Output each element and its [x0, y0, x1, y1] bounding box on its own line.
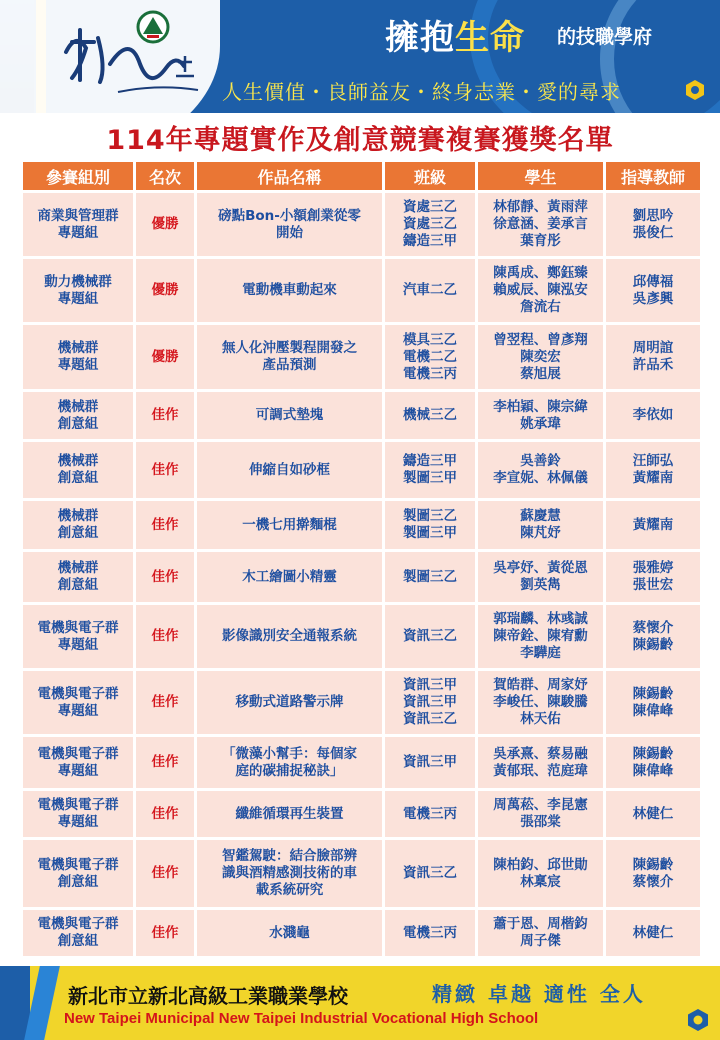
- cell-work: [197, 791, 382, 837]
- cell-rank: 佳作: [136, 840, 194, 907]
- cell-group-line: 專題組: [57, 814, 99, 830]
- cell-group-line: 專題組: [57, 702, 99, 719]
- cell-students-line: 周萬菘、李昆憲: [493, 797, 588, 813]
- cell-class-line: 電機三丙: [403, 805, 457, 822]
- cell-class-line: 機械三乙: [403, 407, 457, 423]
- cell-students: [478, 791, 603, 837]
- cell-students-line: 陳芃妤: [520, 525, 561, 541]
- cell-teachers-line: 張俊仁: [632, 224, 674, 241]
- cell-teachers: [606, 442, 700, 498]
- table-row: [23, 325, 700, 389]
- cell-teachers-line: 汪師弘: [632, 453, 674, 469]
- table-row: [23, 791, 700, 837]
- cell-work-line: 產品預測: [262, 357, 317, 373]
- column-header-rank: 名次: [136, 162, 194, 190]
- cell-students-line: 蔡旭展: [520, 365, 561, 382]
- cell-class: [385, 193, 475, 256]
- cell-teachers-line: 林健仁: [632, 924, 674, 941]
- cell-group-line: 電機與電子群: [37, 745, 119, 762]
- cell-students-line: 李宣妮、林佩儀: [493, 470, 588, 486]
- cell-work: [197, 552, 382, 602]
- cell-class: [385, 442, 475, 498]
- cell-rank: 佳作: [136, 671, 194, 734]
- cell-teachers-line: 周明誼: [632, 340, 674, 356]
- cell-class-line: 製圖三甲: [403, 470, 457, 486]
- cell-students-line: 蘇慶慧: [520, 508, 561, 524]
- cell-group-line: 商業與管理群: [37, 207, 119, 224]
- cell-group-line: 創意組: [57, 577, 99, 593]
- cell-students: [478, 605, 603, 668]
- cell-class-line: 資訊三乙: [403, 711, 457, 727]
- cell-rank: 佳作: [136, 392, 194, 439]
- cell-work: [197, 392, 382, 439]
- column-header-work: 作品名稱: [197, 162, 382, 190]
- cell-teachers: [606, 737, 700, 788]
- cell-work-line: 開始: [276, 224, 303, 241]
- cell-work: [197, 193, 382, 256]
- cell-group-line: 電機與電子群: [37, 797, 119, 813]
- cell-students-line: 賀皓群、周家妤: [493, 677, 588, 693]
- cell-students-line: 陳奕宏: [520, 348, 561, 365]
- cell-work-line: 無人化沖壓製程開發之: [222, 340, 357, 356]
- cell-students-line: 吳善鈴: [520, 453, 561, 469]
- cell-students: [478, 671, 603, 734]
- cell-class: [385, 325, 475, 389]
- school-calligraphy-logo: [58, 12, 208, 100]
- cell-class: [385, 910, 475, 956]
- cell-class-line: 資訊三甲: [403, 694, 457, 710]
- cell-group-line: 專題組: [57, 357, 99, 373]
- cell-class: [385, 392, 475, 439]
- cell-class: [385, 840, 475, 907]
- cell-teachers: [606, 910, 700, 956]
- cell-class-line: 模具三乙: [403, 331, 457, 348]
- cell-group: [23, 552, 133, 602]
- cell-students-line: 郭瑞麟、林彧誠: [493, 611, 588, 627]
- table-row: [23, 605, 700, 668]
- cell-work-line: 電動機車動起來: [242, 282, 337, 298]
- cell-group-line: 動力機械群: [44, 273, 112, 290]
- page-header: [0, 0, 720, 113]
- cell-group: [23, 910, 133, 956]
- cell-group-line: 創意組: [57, 873, 99, 890]
- cell-teachers-line: 林健仁: [632, 805, 674, 822]
- cell-teachers-line: 陳錫齡: [632, 685, 674, 702]
- cell-teachers: [606, 501, 700, 549]
- cell-group-line: 創意組: [57, 470, 99, 486]
- cell-students-line: 周子傑: [520, 933, 561, 949]
- cell-students-line: 陳禹成、鄭鈺臻: [493, 265, 588, 281]
- cell-group-line: 專題組: [57, 762, 99, 779]
- cell-group-line: 電機與電子群: [37, 916, 119, 932]
- cell-teachers: [606, 325, 700, 389]
- page-footer: [0, 966, 720, 1040]
- cell-rank: 優勝: [136, 259, 194, 322]
- column-header-class: 班級: [385, 162, 475, 190]
- cell-class-line: 資訊三甲: [403, 677, 457, 693]
- cell-work-line: 識與酒精感測技術的車: [222, 865, 357, 881]
- cell-teachers: [606, 193, 700, 256]
- cell-work: [197, 671, 382, 734]
- cell-students: [478, 259, 603, 322]
- cell-group: [23, 442, 133, 498]
- cell-students-line: 黃郁珉、范庭瑋: [493, 762, 588, 779]
- cell-teachers-line: 黃耀南: [632, 470, 674, 486]
- cell-students-line: 李峻任、陳駿騰: [493, 694, 588, 710]
- cell-group: [23, 737, 133, 788]
- cell-group-line: 創意組: [57, 525, 99, 541]
- hexagon-icon: [684, 79, 706, 101]
- cell-teachers-line: 蔡懷介: [632, 873, 674, 890]
- cell-work: [197, 605, 382, 668]
- hexagon-icon: [686, 1008, 710, 1032]
- cell-group: [23, 193, 133, 256]
- cell-rank: 佳作: [136, 552, 194, 602]
- cell-group-line: 專題組: [57, 290, 99, 307]
- cell-class: [385, 605, 475, 668]
- page-title: 114年專題實作及創意競賽複賽獲獎名單: [106, 125, 614, 156]
- cell-class-line: 資訊三乙: [403, 865, 457, 881]
- cell-rank: 優勝: [136, 193, 194, 256]
- cell-students: [478, 910, 603, 956]
- column-header-students: 學生: [478, 162, 603, 190]
- cell-work-line: 伸縮自如砂框: [249, 461, 330, 478]
- cell-group: [23, 325, 133, 389]
- cell-group-line: 機械群: [57, 453, 99, 469]
- cell-rank: 佳作: [136, 605, 194, 668]
- cell-work-line: 「微藻小幫手：每個家: [222, 745, 357, 762]
- cell-group: [23, 791, 133, 837]
- cell-students: [478, 737, 603, 788]
- cell-teachers-line: 陳錫齡: [632, 856, 674, 873]
- cell-group: [23, 392, 133, 439]
- cell-students-line: 蕭于恩、周楷鈞: [493, 916, 588, 932]
- table-row: [23, 259, 700, 322]
- cell-class-line: 電機三丙: [403, 365, 457, 382]
- footer-school-name: 新北市立新北高級工業職業學校: [68, 984, 348, 1008]
- cell-group-line: 機械群: [57, 508, 99, 524]
- column-header-group: 參賽組別: [23, 162, 133, 190]
- cell-work: [197, 501, 382, 549]
- cell-class-line: 鑄造三甲: [403, 453, 457, 469]
- cell-group: [23, 501, 133, 549]
- cell-students-line: 吳亭妤、黃從恩: [493, 560, 588, 576]
- school-emblem-icon: [136, 10, 170, 44]
- cell-group-line: 電機與電子群: [37, 619, 119, 636]
- cell-group-line: 機械群: [57, 340, 99, 356]
- cell-teachers: [606, 392, 700, 439]
- cell-students-line: 陳帝銓、陳宥勳: [493, 628, 588, 644]
- cell-teachers-line: 蔡懷介: [632, 619, 674, 636]
- cell-group-line: 電機與電子群: [37, 856, 119, 873]
- header-motto: 人生價值・良師益友・終身志業・愛的尋求: [222, 80, 621, 104]
- cell-students: [478, 193, 603, 256]
- cell-students: [478, 501, 603, 549]
- table-row: [23, 671, 700, 734]
- cell-group-line: 機械群: [57, 398, 99, 415]
- table-row: [23, 193, 700, 256]
- cell-work: [197, 910, 382, 956]
- cell-rank: 優勝: [136, 325, 194, 389]
- cell-work-line: 影像識別安全通報系統: [222, 628, 357, 644]
- cell-students: [478, 840, 603, 907]
- cell-work-line: 水濺龜: [269, 924, 310, 941]
- cell-teachers-line: 陳偉峰: [632, 702, 674, 719]
- cell-students: [478, 442, 603, 498]
- cell-rank: 佳作: [136, 442, 194, 498]
- table-row: [23, 392, 700, 439]
- table-row: [23, 501, 700, 549]
- cell-teachers-line: 陳偉峰: [632, 762, 674, 779]
- cell-teachers-line: 李依如: [632, 407, 674, 423]
- cell-teachers-line: 吳彥興: [632, 290, 674, 307]
- table-header-row: [23, 162, 700, 190]
- cell-teachers-line: 張雅婷: [632, 560, 674, 576]
- cell-teachers: [606, 840, 700, 907]
- cell-class-line: 製圖三乙: [403, 508, 457, 524]
- cell-group: [23, 840, 133, 907]
- cell-group-line: 專題組: [57, 636, 99, 653]
- cell-students-line: 陳柏鈞、邱世勛: [493, 856, 588, 873]
- cell-work: [197, 840, 382, 907]
- table-row: [23, 840, 700, 907]
- cell-teachers: [606, 605, 700, 668]
- cell-students-line: 劉英雋: [520, 577, 561, 593]
- cell-class-line: 資處三乙: [403, 216, 457, 232]
- cell-students: [478, 325, 603, 389]
- cell-group: [23, 259, 133, 322]
- cell-teachers: [606, 791, 700, 837]
- table-row: [23, 442, 700, 498]
- cell-teachers: [606, 552, 700, 602]
- cell-students: [478, 552, 603, 602]
- cell-work-line: 智鑑駕駛：結合臉部辨: [222, 848, 357, 864]
- cell-teachers-line: 黃耀南: [632, 516, 674, 533]
- cell-students-line: 姚承瑋: [520, 415, 561, 432]
- cell-group: [23, 671, 133, 734]
- cell-teachers-line: 張世宏: [632, 577, 674, 593]
- cell-work-line: 纖維循環再生裝置: [235, 805, 344, 822]
- cell-students-line: 李柏穎、陳宗緯: [493, 398, 588, 415]
- header-slogan: 擁抱生命: [385, 18, 525, 58]
- cell-students: [478, 392, 603, 439]
- cell-rank: 佳作: [136, 501, 194, 549]
- cell-class-line: 資處三乙: [403, 199, 457, 215]
- cell-class-line: 資訊三乙: [403, 628, 457, 644]
- cell-work: [197, 325, 382, 389]
- cell-group-line: 機械群: [57, 560, 99, 576]
- cell-work: [197, 737, 382, 788]
- cell-class-line: 製圖三乙: [403, 568, 457, 585]
- cell-rank: 佳作: [136, 910, 194, 956]
- cell-rank: 佳作: [136, 737, 194, 788]
- cell-group-line: 電機與電子群: [37, 685, 119, 702]
- cell-teachers-line: 陳錫齡: [632, 745, 674, 762]
- cell-students-line: 李驊庭: [520, 645, 561, 661]
- cell-class: [385, 259, 475, 322]
- cell-students-line: 曾翌程、曾彥翔: [493, 331, 588, 348]
- cell-class-line: 資訊三甲: [403, 754, 457, 770]
- cell-students-line: 張邵棠: [520, 814, 561, 830]
- cell-work-line: 載系統研究: [255, 882, 324, 898]
- cell-students-line: 林郁靜、黃雨萍: [493, 199, 588, 215]
- cell-work-line: 一機七用擀麵棍: [242, 516, 337, 533]
- cell-work-line: 移動式道路警示牌: [235, 694, 344, 710]
- cell-teachers-line: 陳錫齡: [632, 636, 674, 653]
- cell-class-line: 汽車二乙: [403, 282, 457, 298]
- cell-group-line: 創意組: [57, 415, 99, 432]
- footer-motto: 精緻 卓越 適性 全人: [432, 982, 646, 1006]
- cell-teachers: [606, 671, 700, 734]
- cell-work: [197, 259, 382, 322]
- cell-class-line: 電機二乙: [403, 348, 457, 365]
- footer-english-name: New Taipei Municipal New Taipei Industrial Vocational High School: [64, 1010, 539, 1027]
- cell-group: [23, 605, 133, 668]
- cell-teachers-line: 劉思吟: [632, 207, 674, 224]
- table-row: [23, 737, 700, 788]
- cell-teachers-line: 許品禾: [632, 357, 674, 373]
- table-body: [23, 193, 700, 956]
- cell-students-line: 詹流右: [520, 299, 561, 315]
- cell-work: [197, 442, 382, 498]
- cell-work-line: 可調式墊塊: [255, 407, 324, 423]
- cell-group-line: 創意組: [57, 933, 99, 949]
- table-row: [23, 552, 700, 602]
- cell-class: [385, 791, 475, 837]
- column-header-teachers: 指導教師: [606, 162, 700, 190]
- cell-rank: 佳作: [136, 791, 194, 837]
- cell-class-line: 鑄造三甲: [403, 233, 457, 249]
- cell-work-line: 磅點Bon-小額創業從零: [218, 207, 361, 224]
- cell-work-line: 庭的碳捕捉秘訣」: [235, 762, 344, 779]
- cell-students-line: 林稟宸: [520, 873, 561, 890]
- cell-group-line: 專題組: [57, 224, 99, 241]
- awards-table: [20, 159, 703, 959]
- cell-students-line: 賴威辰、陳泓安: [493, 282, 588, 298]
- cell-students-line: 葉育彤: [520, 233, 561, 249]
- cell-class-line: 製圖三甲: [403, 525, 457, 541]
- cell-students-line: 林天佑: [520, 711, 561, 727]
- cell-students-line: 徐意涵、姜承言: [493, 216, 588, 232]
- cell-teachers-line: 邱傳福: [632, 273, 674, 290]
- cell-students-line: 吳承熹、蔡易融: [493, 745, 588, 762]
- table-row: [23, 910, 700, 956]
- cell-class: [385, 737, 475, 788]
- cell-work-line: 木工繪圖小精靈: [242, 568, 337, 585]
- header-slogan-sub: 的技職學府: [557, 26, 653, 48]
- cell-class: [385, 552, 475, 602]
- cell-class: [385, 501, 475, 549]
- cell-teachers: [606, 259, 700, 322]
- cell-class: [385, 671, 475, 734]
- cell-class-line: 電機三丙: [403, 924, 457, 941]
